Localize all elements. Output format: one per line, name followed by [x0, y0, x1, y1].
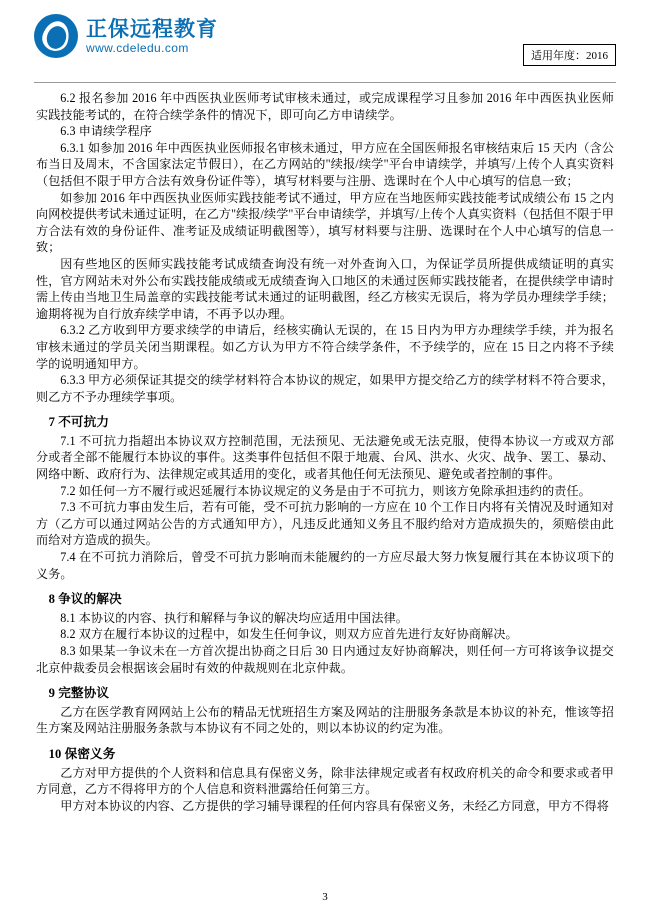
brand-url: www.cdeledu.com: [86, 40, 189, 55]
paragraph-10-1: 乙方对甲方提供的个人资料和信息具有保密义务，除非法律规定或者有权政府机关的命令和要求或者甲方同意，乙方不得将甲方的个人信息和资料泄露给任何第三方。: [36, 765, 614, 797]
paragraph-6-3-1c: 因有些地区的医师实践技能考试成绩查询没有统一对外查询入口，为保证学员所提供成绩证明的真实性，官方网站未对外公布实践技能成绩或无成绩查询入口地区的未通过医师实践技能者，在提供续学申请时需上传由当地卫生局盖章的实践技能考试未通过的证明截图，经乙方核实无误后，将为学员办理续学手续；逾期将视为自行放弃续学申请，不再予以办理。: [36, 256, 614, 321]
document-body: [0, 84, 650, 814]
section-heading-10: 10 保密义务: [48, 746, 116, 761]
page-header: [0, 0, 650, 84]
paragraph-7-3: 7.3 不可抗力事由发生后，若有可能，受不可抗力影响的一方应在 10 个工作日内将有关情况及时通知对方（乙方可以通过网站公告的方式通知甲方），凡违反此通知义务且不服约给对方造成损失的，须赔偿由此而给对方造成的损失。: [36, 500, 614, 548]
paragraph-8-3: 8.3 如果某一争议未在一方首次提出协商之日后 30 日内通过友好协商解决，则任何一方可将该争议提交北京仲裁委员会根据该会届时有效的仲裁规则在北京仲裁。: [36, 644, 614, 675]
paragraph-6-3: 6.3 申请续学程序: [60, 124, 152, 139]
paragraph-7-2: 7.2 如任何一方不履行或迟延履行本协议规定的义务是由于不可抗力，则该方免除承担违约的责任。: [60, 483, 591, 498]
paragraph-6-3-1b: 如参加 2016 年中西医执业医师实践技能考试不通过，甲方应在当地医师实践技能考试成绩公布 15 之内向网校提供考试未通过证明，在乙方"续报/续学"平台申请续学，并填写/上传个人真实资料（包括但不限于甲方合法有效的身份证件、准考证及成绩证明截图等），填写材料要与注册、选课时在个人中心填写的信息一致；: [36, 190, 614, 255]
header-divider: [34, 82, 616, 83]
section-heading-9: 9 完整协议: [48, 686, 110, 701]
paragraph-8-1: 8.1 本协议的内容、执行和解释与争议的解决均应适用中国法律。: [60, 610, 408, 625]
paragraph-7-4: 7.4 在不可抗力消除后，曾受不可抗力影响而未能履约的一方应尽最大努力恢复履行其在本协议项下的义务。: [36, 550, 614, 581]
paragraph-6-3-3: 6.3.3 甲方必须保证其提交的续学材料符合本协议的规定，如果甲方提交给乙方的续学材料不符合要求，则乙方不予办理续学事项。: [36, 373, 614, 404]
paragraph-10-2: 甲方对本协议的内容、乙方提供的学习辅导课程的任何内容具有保密义务，未经乙方同意，甲方不得将: [60, 798, 609, 813]
paragraph-6-3-1: 6.3.1 如参加 2016 年中西医执业医师报名审核未通过，甲方应在全国医师报名审核结束后 15 天内（含公布当日及周末，不含国家法定节假日），在乙方网站的"续报/续学"平台申请续学，并填写/上传个人真实资料（包括但不限于甲方合法有效身份证件等），填写材料要与注册、选课时在个人中心填写的信息一致；: [36, 140, 614, 188]
paragraph-6-3-2: 6.3.2 乙方收到甲方要求续学的申请后，经核实确认无误的，在 15 日内为甲方办理续学手续，并为报名审核未通过的学员关闭当期课程。如乙方认为甲方不符合续学条件，不予续学的，应在 15 日之内将不予续学的说明通知甲方。: [36, 323, 614, 371]
applicable-year-badge: 适用年度：2016: [523, 44, 616, 66]
paragraph-9-1: 乙方在医学教育网网站上公布的精品无忧班招生方案及网站的注册服务条款是本协议的补充，惟该等招生方案及网站注册服务条款与本协议有不同之处的，则以本协议的约定为准。: [36, 704, 614, 736]
section-heading-7: 7 不可抗力: [48, 415, 110, 430]
page-number: 3: [322, 891, 328, 903]
paragraph-8-2: 8.2 双方在履行本协议的过程中，如发生任何争议，则双方应首先进行友好协商解决。: [60, 627, 518, 642]
section-heading-8: 8 争议的解决: [48, 592, 122, 607]
brand-name: 正保远程教育: [86, 16, 218, 41]
brand-text: [86, 18, 218, 55]
paragraph-7-1: 7.1 不可抗力指超出本协议双方控制范围，无法预见、无法避免或无法克服，使得本协议一方或双方部分或者全部不能履行本协议的事件。这类事件包括但不限于地震、台风、洪水、火灾、战争、罢工、暴动、网络中断、政府行为、法律规定或其适用的变化，或者其他任何无法预见、避免或者控制的事件。: [36, 433, 614, 482]
swoosh-logo-icon: [34, 14, 78, 58]
paragraph-6-2: 6.2 报名参加 2016 年中西医执业医师考试审核未通过，或完成课程学习且参加 2016 年中西医执业医师实践技能考试的，在符合续学条件的情况下，即可向乙方申请续学。: [36, 91, 614, 122]
